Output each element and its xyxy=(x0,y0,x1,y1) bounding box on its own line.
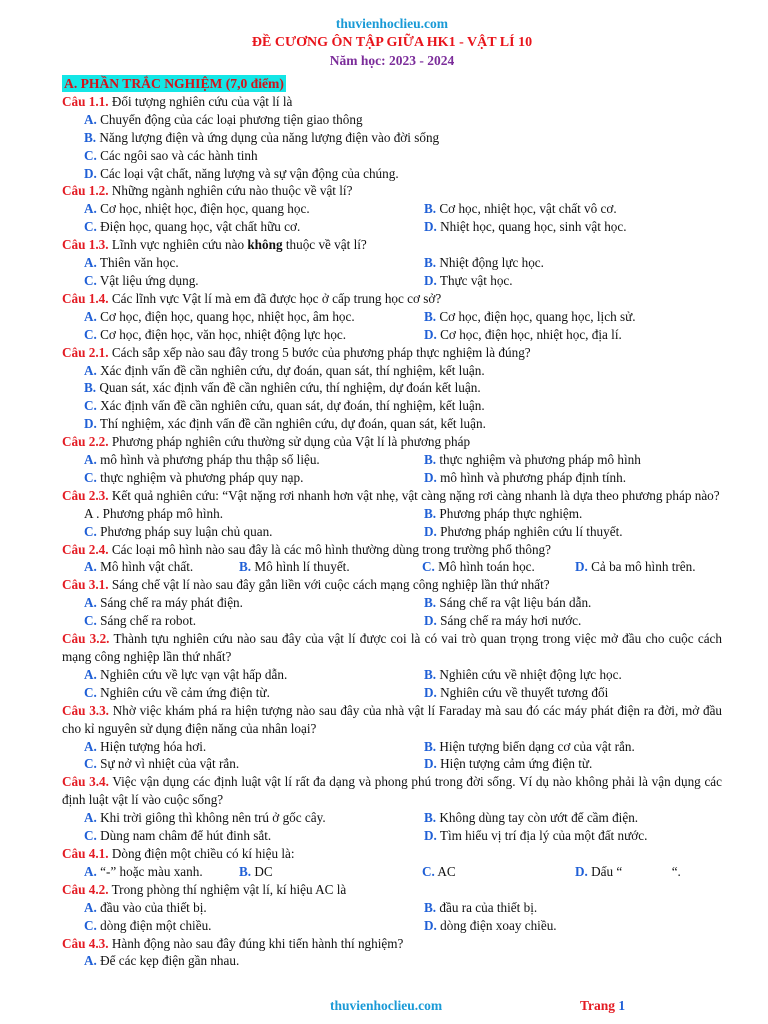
option-d xyxy=(575,558,696,576)
option-a xyxy=(84,899,424,917)
text-span: C. xyxy=(84,272,97,288)
text-span: B. xyxy=(424,452,437,468)
option-b xyxy=(424,254,544,272)
text-span: B. xyxy=(239,559,252,575)
text-span: Câu 2.4. xyxy=(62,541,109,557)
question-4-1 xyxy=(62,845,722,881)
text-span: Cơ học, nhiệt học, vật chất vô cơ. xyxy=(439,201,617,217)
text-span: D. xyxy=(424,684,437,700)
question-3-1 xyxy=(62,576,722,630)
text-span: Năng lượng điện và ứng dụng của năng lượng điện vào đời sống xyxy=(99,129,440,145)
text-span: C. xyxy=(84,684,97,700)
option-d xyxy=(424,272,513,290)
option-d xyxy=(575,863,681,881)
text-span: Nghiên cứu về nhiệt động lực học. xyxy=(439,666,622,682)
option-b xyxy=(84,379,722,397)
section-heading: A. PHẦN TRẮC NGHIỆM (7,0 điểm) xyxy=(64,76,284,91)
text-span: Sáng chế ra máy phát điện. xyxy=(100,595,243,611)
text-span: B. xyxy=(424,201,437,217)
text-span: C. xyxy=(84,756,97,772)
text-span: dòng điện một chiều. xyxy=(100,917,212,933)
question-2-2 xyxy=(62,433,722,487)
text-span: A. xyxy=(84,738,97,754)
text-span: Hành động nào sau đây đúng khi tiến hành thí nghiệm? xyxy=(111,935,404,951)
text-span: Câu 4.3. xyxy=(62,935,109,951)
option-c xyxy=(84,612,424,630)
option-a xyxy=(84,594,424,612)
option-c xyxy=(84,218,424,236)
text-span: thuộc về vật lí? xyxy=(282,237,367,253)
text-span: Điện học, quang học, vật chất hữu cơ. xyxy=(100,219,301,235)
text-span: B. xyxy=(424,595,437,611)
text-span: Khi trời giông thì không nên trú ở gốc cây. xyxy=(100,810,326,826)
option-d xyxy=(424,755,592,773)
question-1-2 xyxy=(62,182,722,236)
text-span: Quan sát, xác định vấn đề cần nghiên cứu, thí nghiệm, dự đoán kết luận. xyxy=(99,380,481,396)
option-a xyxy=(84,254,424,272)
document-page xyxy=(62,14,722,970)
text-span: mô hình và phương pháp định tính. xyxy=(440,469,627,485)
question-2-4 xyxy=(62,541,722,577)
document-title: ĐỀ CƯƠNG ÔN TẬP GIỮA HK1 - VẬT LÍ 10 xyxy=(251,35,533,50)
text-span: Trang xyxy=(580,998,616,1013)
text-span: Mô hình vật chất. xyxy=(100,559,194,575)
option-b xyxy=(424,308,636,326)
text-span: Cơ học, điện học, nhiệt học, địa lí. xyxy=(440,326,622,342)
question-1-1 xyxy=(62,93,722,183)
option-b xyxy=(424,505,582,523)
text-span: C. xyxy=(84,917,97,933)
text-span: Câu 3.4. xyxy=(62,774,109,790)
text-span: Sáng chế ra robot. xyxy=(100,613,197,629)
option-b xyxy=(84,129,722,147)
text-span: Câu 4.1. xyxy=(62,845,109,861)
text-span: Câu 3.2. xyxy=(62,631,110,647)
text-span: A. xyxy=(84,559,97,575)
text-span: Mô hình lí thuyết. xyxy=(254,559,350,575)
text-span: Câu 2.2. xyxy=(62,434,109,450)
option-a xyxy=(84,505,424,523)
question-4-2 xyxy=(62,881,722,935)
text-span: Hiện tượng cảm ứng điện từ. xyxy=(440,756,593,772)
text-span: Dòng điện một chiều có kí hiệu là: xyxy=(111,845,295,861)
text-span: dòng điện xoay chiều. xyxy=(440,917,557,933)
text-span: B. xyxy=(424,505,437,521)
text-span: Nhờ việc khám phá ra hiện tượng nào sau đây của nhà vật lí Faraday mà sau đó các máy phát điện ra đời, mở đầu cho kỉ nguyên sử dụng điện năng của nhân loại? xyxy=(62,702,723,736)
text-span: Thiên văn học. xyxy=(99,255,179,271)
text-span: Cơ học, điện học, văn học, nhiệt động lực học. xyxy=(100,326,347,342)
text-span: D. xyxy=(84,416,97,432)
option-d xyxy=(84,165,722,183)
text-span: 1 xyxy=(618,998,626,1013)
question-2-1 xyxy=(62,344,722,434)
school-year: Năm học: 2023 - 2024 xyxy=(329,53,455,68)
option-b xyxy=(239,863,422,881)
option-b xyxy=(424,594,591,612)
text-span: C. xyxy=(84,326,97,342)
text-span: Việc vận dụng các định luật vật lí rất đa dạng và phong phú trong đời sống. Ví dụ nào không phải là vận dụng các định luật vật lí vào cuộc sống? xyxy=(62,774,723,808)
text-span: Vật liệu ứng dụng. xyxy=(99,272,199,288)
text-span: Không dùng tay còn ướt để cầm điện. xyxy=(439,810,639,826)
text-span: C. xyxy=(84,398,97,414)
text-span: Câu 1.2. xyxy=(62,183,109,199)
text-span: Cơ học, nhiệt học, điện học, quang học. xyxy=(100,201,310,217)
page-footer xyxy=(0,998,768,1018)
text-span: Chuyển động của các loại phương tiện giao thông xyxy=(100,111,363,127)
option-d xyxy=(424,523,623,541)
text-span: đầu vào của thiết bị. xyxy=(100,899,207,915)
text-span: Thí nghiệm, xác định vấn đề cần nghiên cứu, dự đoán, quan sát, kết luận. xyxy=(99,416,486,432)
text-span: B. xyxy=(424,899,437,915)
option-a xyxy=(84,738,424,756)
option-a xyxy=(84,308,424,326)
text-span: C. xyxy=(422,559,435,575)
text-span: Sáng chế vật lí nào sau đây gắn liền với cuộc cách mạng công nghiệp lần thứ nhất? xyxy=(111,577,550,593)
option-c xyxy=(84,147,722,165)
text-span: A. xyxy=(84,899,97,915)
text-span: D. xyxy=(575,559,588,575)
option-a xyxy=(84,666,424,684)
text-span: Thực vật học. xyxy=(439,272,513,288)
option-d xyxy=(424,612,581,630)
option-a xyxy=(84,863,239,881)
text-span: A. xyxy=(84,863,97,879)
option-a xyxy=(84,111,722,129)
option-c xyxy=(422,863,575,881)
text-span: A. xyxy=(84,452,97,468)
text-span: DC xyxy=(254,863,273,879)
option-d xyxy=(424,684,608,702)
option-b xyxy=(424,809,638,827)
question-3-3 xyxy=(62,702,722,774)
text-span: Sự nở vì nhiệt của vật rắn. xyxy=(100,756,240,772)
text-span: Sáng chế ra vật liệu bán dẫn. xyxy=(439,595,592,611)
text-span: B. xyxy=(424,738,437,754)
text-span: “-” hoặc màu xanh. xyxy=(100,863,203,879)
option-c xyxy=(84,827,424,845)
text-span: Cả ba mô hình trên. xyxy=(591,559,696,575)
text-span: Cơ học, điện học, quang học, lịch sử. xyxy=(439,308,636,324)
question-3-2 xyxy=(62,630,722,702)
text-span: Nhiệt động lực học. xyxy=(439,255,544,271)
text-span: D. xyxy=(424,828,437,844)
question-3-4 xyxy=(62,773,722,845)
text-span: Câu 1.3. xyxy=(62,237,109,253)
option-c xyxy=(84,917,424,935)
text-span: B. xyxy=(424,810,437,826)
question-text: Đối tượng nghiên cứu của vật lí là xyxy=(111,93,293,109)
option-a xyxy=(84,451,424,469)
option-d xyxy=(424,326,622,344)
text-span: D. xyxy=(84,165,97,181)
text-span: Lĩnh vực nghiên cứu nào xyxy=(111,237,248,253)
text-span: Nghiên cứu về thuyết tương đối xyxy=(440,684,609,700)
text-span: A. xyxy=(84,255,97,271)
option-d xyxy=(424,917,557,935)
text-span: Các loại mô hình nào sau đây là các mô hình thường dùng trong trường phổ thông? xyxy=(111,541,552,557)
text-span: Dùng nam châm để hút đinh sắt. xyxy=(100,828,272,844)
text-span: Kết quả nghiên cứu: “Vật nặng rơi nhanh hơn vật nhẹ, vật càng nặng rơi càng nhanh là dựa theo phương pháp nào? xyxy=(111,487,720,503)
text-span: Hiện tượng biến dạng cơ của vật rắn. xyxy=(439,738,635,754)
text-span: đầu ra của thiết bị. xyxy=(439,899,538,915)
text-span: C. xyxy=(84,219,97,235)
text-span: B. xyxy=(424,308,437,324)
text-span: C. xyxy=(84,523,97,539)
option-c xyxy=(84,326,424,344)
text-span: Phương pháp thực nghiệm. xyxy=(439,505,583,521)
text-span: A. xyxy=(84,953,97,969)
text-span: D. xyxy=(424,756,437,772)
text-span: thực nghiệm và phương pháp mô hình xyxy=(439,452,641,468)
text-span: Xác định vấn đề cần nghiên cứu, quan sát, dự đoán, thí nghiệm, kết luận. xyxy=(100,398,485,414)
text-span: B. xyxy=(424,666,437,682)
option-c xyxy=(84,272,424,290)
option-d xyxy=(424,827,647,845)
text-span: Dấu “ “. xyxy=(591,863,681,879)
text-span: D. xyxy=(424,272,437,288)
text-span: D. xyxy=(424,469,437,485)
text-span: A . Phương pháp mô hình. xyxy=(84,505,224,521)
text-span: A. xyxy=(84,201,97,217)
text-span: Các ngôi sao và các hành tinh xyxy=(100,147,258,163)
text-span: Phương pháp nghiên cứu thường sử dụng của Vật lí là phương pháp xyxy=(111,434,471,450)
option-b xyxy=(424,451,641,469)
text-span: Để các kẹp điện gần nhau. xyxy=(100,953,240,969)
option-c xyxy=(84,469,424,487)
text-span: Câu 1.4. xyxy=(62,290,109,306)
option-d xyxy=(424,469,626,487)
option-c xyxy=(422,558,575,576)
text-span: C. xyxy=(422,863,435,879)
text-span: Mô hình toán học. xyxy=(438,559,535,575)
text-span: A. xyxy=(84,595,97,611)
text-span: A. xyxy=(84,666,97,682)
option-a xyxy=(84,558,239,576)
text-span: Xác định vấn đề cần nghiên cứu, dự đoán, quan sát, thí nghiệm, kết luận. xyxy=(100,362,485,378)
option-b xyxy=(424,738,635,756)
option-a xyxy=(84,362,722,380)
page-number xyxy=(580,998,625,1014)
text-span: Thành tựu nghiên cứu nào sau đây của vật lí được coi là có vai trò quan trọng trong việc mở đầu cho cuộc cách mạng công nghiệp lần thứ nhất? xyxy=(62,631,722,664)
option-d xyxy=(84,415,722,433)
option-c xyxy=(84,397,722,415)
text-span: Câu 3.3. xyxy=(62,702,109,718)
text-span: Những ngành nghiên cứu nào thuộc về vật lí? xyxy=(111,183,353,199)
text-span: A. xyxy=(84,362,97,378)
option-c xyxy=(84,684,424,702)
option-b xyxy=(424,899,537,917)
option-c xyxy=(84,755,424,773)
text-span: C. xyxy=(84,613,97,629)
text-span: D. xyxy=(424,326,437,342)
text-span: B. xyxy=(84,129,97,145)
text-span: không xyxy=(247,237,283,253)
text-span: Phương pháp nghiên cứu lí thuyết. xyxy=(440,523,623,539)
option-d xyxy=(424,218,627,236)
site-name[interactable]: thuvienhoclieu.com xyxy=(335,16,449,31)
text-span: Các lĩnh vực Vật lí mà em đã được học ở cấp trung học cơ sở? xyxy=(111,290,442,306)
text-span: Hiện tượng hóa hơi. xyxy=(100,738,207,754)
option-b xyxy=(424,200,617,218)
option-b xyxy=(424,666,622,684)
text-span: mô hình và phương pháp thu thập số liệu. xyxy=(100,452,320,468)
text-span: D. xyxy=(424,219,437,235)
question-2-3 xyxy=(62,487,722,541)
text-span: D. xyxy=(424,523,437,539)
text-span: C. xyxy=(84,828,97,844)
text-span: B. xyxy=(424,255,437,271)
text-span: B. xyxy=(239,863,252,879)
text-span: thực nghiệm và phương pháp quy nạp. xyxy=(100,469,304,485)
option-a xyxy=(84,200,424,218)
text-span: Cơ học, điện học, quang học, nhiệt học, âm học. xyxy=(100,308,355,324)
text-span: D. xyxy=(424,917,437,933)
text-span: Câu 2.1. xyxy=(62,344,109,360)
option-b xyxy=(239,558,422,576)
footer-site[interactable]: thuvienhoclieu.com xyxy=(330,998,443,1013)
text-span: Sáng chế ra máy hơi nước. xyxy=(440,613,582,629)
text-span: Cách sắp xếp nào sau đây trong 5 bước của phương pháp thực nghiệm là đúng? xyxy=(111,344,531,360)
text-span: Nhiệt học, quang học, sinh vật học. xyxy=(440,219,627,235)
text-span: A. xyxy=(84,111,97,127)
text-span: Câu 4.2. xyxy=(62,881,109,897)
text-span: Câu 3.1. xyxy=(62,577,109,593)
text-span: Phương pháp suy luận chủ quan. xyxy=(100,523,273,539)
text-span: D. xyxy=(575,863,588,879)
text-span: A. xyxy=(84,308,97,324)
text-span: AC xyxy=(437,863,456,879)
question-1-3 xyxy=(62,236,722,290)
text-span: Nghiên cứu về cảm ứng điện từ. xyxy=(100,684,270,700)
question-number: Câu 1.1. xyxy=(62,93,109,109)
option-a xyxy=(84,809,424,827)
option-c xyxy=(84,523,424,541)
text-span: C. xyxy=(84,469,97,485)
text-span: Tìm hiểu vị trí địa lý của một đất nước. xyxy=(439,828,648,844)
text-span: Nghiên cứu về lực vạn vật hấp dẫn. xyxy=(100,666,288,682)
text-span: B. xyxy=(84,380,97,396)
text-span: Trong phòng thí nghiệm vật lí, kí hiệu AC là xyxy=(111,881,347,897)
text-span: D. xyxy=(424,613,437,629)
option-a xyxy=(84,952,722,970)
text-span: Các loại vật chất, năng lượng và sự vận động của chúng. xyxy=(100,165,399,181)
text-span: A. xyxy=(84,810,97,826)
text-span: C. xyxy=(84,147,97,163)
question-4-3 xyxy=(62,935,722,971)
question-1-4 xyxy=(62,290,722,344)
text-span: Câu 2.3. xyxy=(62,487,109,503)
